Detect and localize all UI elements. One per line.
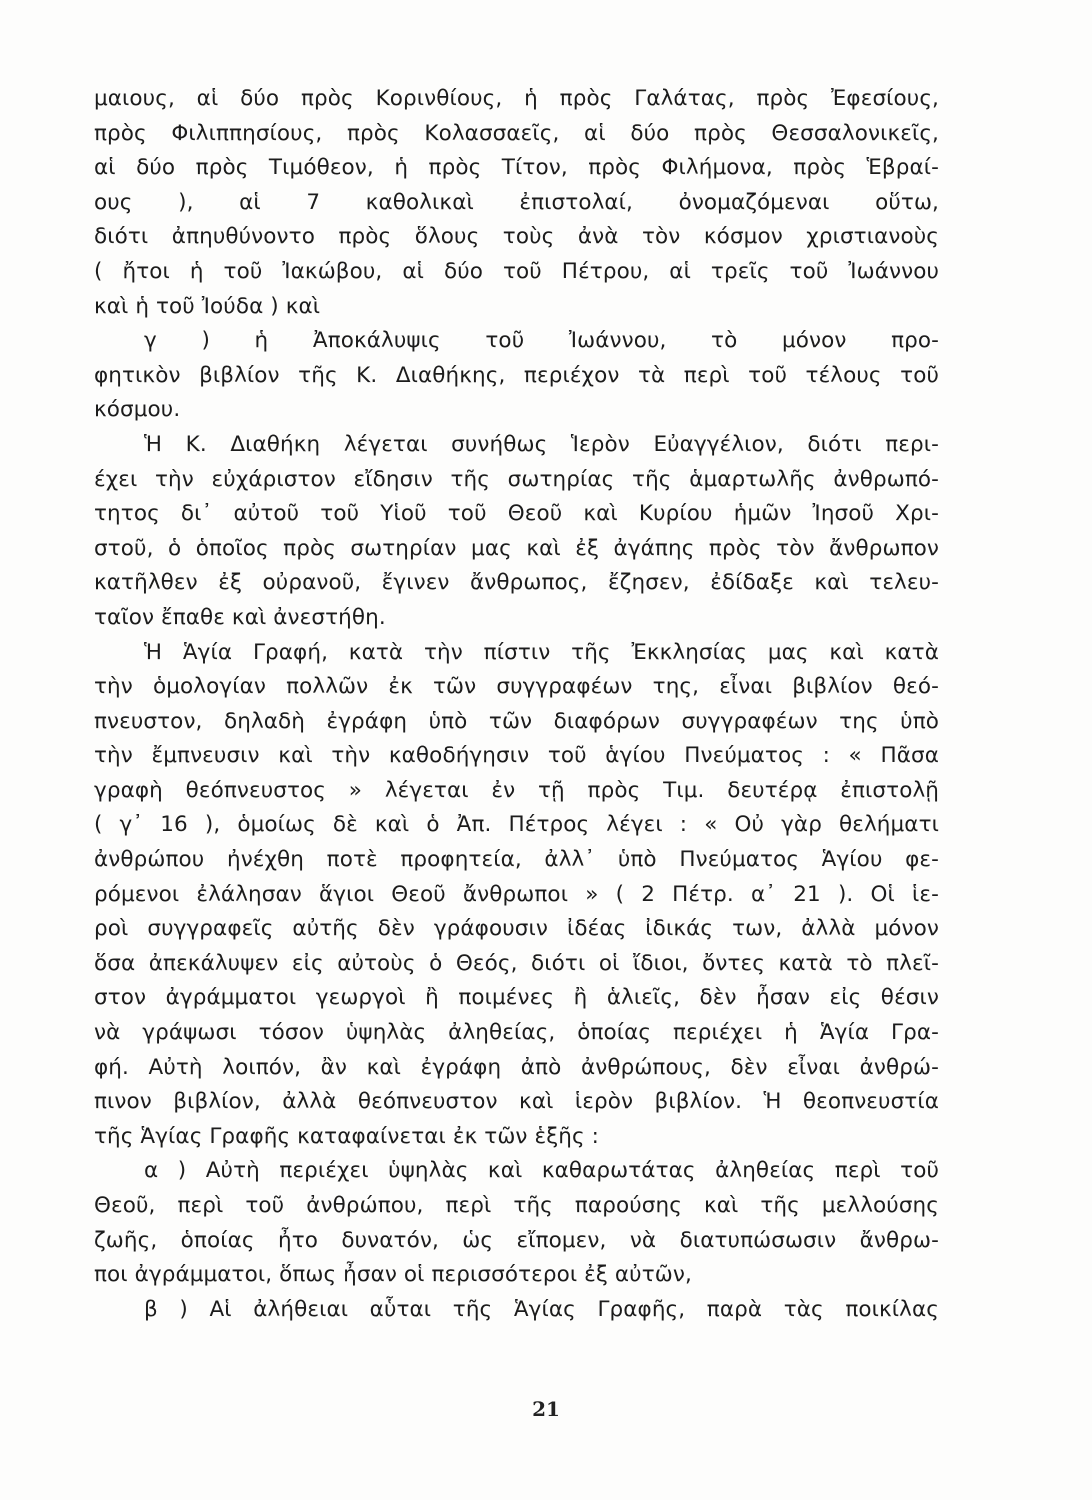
text-line: φητικὸν βιβλίον τῆς Κ. Διαθήκης, περιέχον τὰ περὶ τοῦ τέλους τοῦ: [94, 362, 939, 388]
text-line: ροὶ συγγραφεῖς αὐτῆς δὲν γράφουσιν ἰδέας ἰδικάς των, ἀλλὰ μόνον: [94, 916, 939, 942]
text-line: γραφὴ θεόπνευστος » λέγεται ἐν τῇ πρὸς Τιμ. δευτέρᾳ ἐπιστολῇ: [94, 777, 939, 803]
text-line: ( ἤτοι ἡ τοῦ Ἰακώβου, αἱ δύο τοῦ Πέτρου, αἱ τρεῖς τοῦ Ἰωάννου: [94, 258, 939, 284]
text-line: μαιους, αἱ δύο πρὸς Κορινθίους, ἡ πρὸς Γαλάτας, πρὸς Ἐφεσίους,: [94, 86, 939, 111]
text-line: αἱ δύο πρὸς Τιμόθεον, ἡ πρὸς Τίτον, πρὸς Φιλήμονα, πρὸς Ἑβραί-: [94, 155, 939, 181]
text-line: Θεοῦ, περὶ τοῦ ἀνθρώπου, περὶ τῆς παρούσης καὶ τῆς μελλούσης: [94, 1193, 939, 1218]
text-line: διότι ἀπηυθύνοντο πρὸς ὅλους τοὺς ἀνὰ τὸν κόσμον χριστιανοὺς: [94, 224, 939, 250]
text-line: ποι ἀγράμματοι, ὅπως ἦσαν οἱ περισσότεροι ἐξ αὐτῶν,: [94, 1262, 692, 1288]
text-line: φή. Αὐτὴ λοιπόν, ἂν καὶ ἐγράφη ἀπὸ ἀνθρώπους, δὲν εἶναι ἀνθρώ-: [94, 1054, 939, 1080]
page-number: 21: [532, 1397, 560, 1421]
body-text: [94, 82, 939, 1327]
text-line: Ἡ Ἁγία Γραφή, κατὰ τὴν πίστιν τῆς Ἐκκλησίας μας καὶ κατὰ: [144, 639, 939, 665]
text-line: ὅσα ἀπεκάλυψεν εἰς αὐτοὺς ὁ Θεός, διότι οἱ ἴδιοι, ὄντες κατὰ τὸ πλεῖ-: [94, 950, 939, 976]
text-line: καὶ ἡ τοῦ Ἰούδα ) καὶ: [94, 293, 321, 319]
text-line: τὴν ὁμολογίαν πολλῶν ἐκ τῶν συγγραφέων της, εἶναι βιβλίον θεό-: [94, 674, 939, 700]
text-line: ους ), αἱ 7 καθολικαὶ ἐπιστολαί, ὀνομαζόμεναι οὕτω,: [94, 189, 939, 215]
text-line: τητος δι᾽ αὐτοῦ τοῦ Υἱοῦ τοῦ Θεοῦ καὶ Κυρίου ἡμῶν Ἰησοῦ Χρι-: [94, 501, 939, 527]
text-line: β ) Αἱ ἀλήθειαι αὗται τῆς Ἁγίας Γραφῆς, παρὰ τὰς ποικίλας: [144, 1296, 939, 1322]
text-line: τῆς Ἁγίας Γραφῆς καταφαίνεται ἐκ τῶν ἑξῆς :: [94, 1123, 600, 1149]
text-line: γ ) ἡ Ἀποκάλυψις τοῦ Ἰωάννου, τὸ μόνον προ-: [144, 328, 939, 354]
text-line: τὴν ἔμπνευσιν καὶ τὴν καθοδήγησιν τοῦ ἁγίου Πνεύματος : « Πᾶσα: [94, 743, 939, 769]
text-line: έχει τὴν εὐχάριστον εἴδησιν τῆς σωτηρίας τῆς ἁμαρτωλῆς ἀνθρωπό-: [94, 466, 939, 492]
text-line: στοῦ, ὁ ὁποῖος πρὸς σωτηρίαν μας καὶ ἐξ ἀγάπης πρὸς τὸν ἄνθρωπον: [94, 535, 939, 561]
text-line: Ἡ Κ. Διαθήκη λέγεται συνήθως Ἱερὸν Εὐαγγέλιον, διότι περι-: [144, 431, 939, 457]
text-line: στον ἀγράμματοι γεωργοὶ ἢ ποιμένες ἢ ἁλιεῖς, δὲν ἦσαν εἰς θέσιν: [94, 985, 939, 1011]
text-line: πρὸς Φιλιππησίους, πρὸς Κολασσαεῖς, αἱ δύο πρὸς Θεσσαλονικεῖς,: [94, 120, 939, 146]
text-line: πινον βιβλίον, ἀλλὰ θεόπνευστον καὶ ἱερὸν βιβλίον. Ἡ θεοπνευστία: [94, 1089, 939, 1115]
text-line: ζωῆς, ὁποίας ἦτο δυνατόν, ὡς εἴπομεν, νὰ διατυπώσωσιν ἄνθρω-: [94, 1227, 939, 1253]
text-line: νὰ γράψωσι τόσον ὑψηλὰς ἀληθείας, ὁποίας περιέχει ἡ Ἁγία Γρα-: [94, 1020, 939, 1046]
text-line: α ) Αὐτὴ περιέχει ὑψηλὰς καὶ καθαρωτάτας ἀληθείας περὶ τοῦ: [144, 1158, 939, 1184]
text-line: ἀνθρώπου ἠνέχθη ποτὲ προφητεία, ἀλλ᾽ ὑπὸ Πνεύματος Ἁγίου φε-: [94, 847, 939, 873]
text-line: ρόμενοι ἐλάλησαν ἅγιοι Θεοῦ ἄνθρωποι » ( 2 Πέτρ. α᾽ 21 ). Οἱ ἱε-: [94, 881, 939, 907]
text-line: κόσμου.: [94, 397, 181, 423]
text-line: ( γ᾽ 16 ), ὁμοίως δὲ καὶ ὁ Ἀπ. Πέτρος λέγει : « Οὐ γὰρ θελήματι: [94, 812, 939, 838]
text-line: ταῖον ἔπαθε καὶ ἀνεστήθη.: [94, 604, 386, 630]
text-line: πνευστον, δηλαδὴ ἐγράφη ὑπὸ τῶν διαφόρων συγγραφέων της ὑπὸ: [94, 708, 939, 734]
text-line: κατῆλθεν ἐξ οὐρανοῦ, ἔγινεν ἄνθρωπος, ἔζησεν, ἐδίδαξε καὶ τελευ-: [94, 570, 939, 596]
